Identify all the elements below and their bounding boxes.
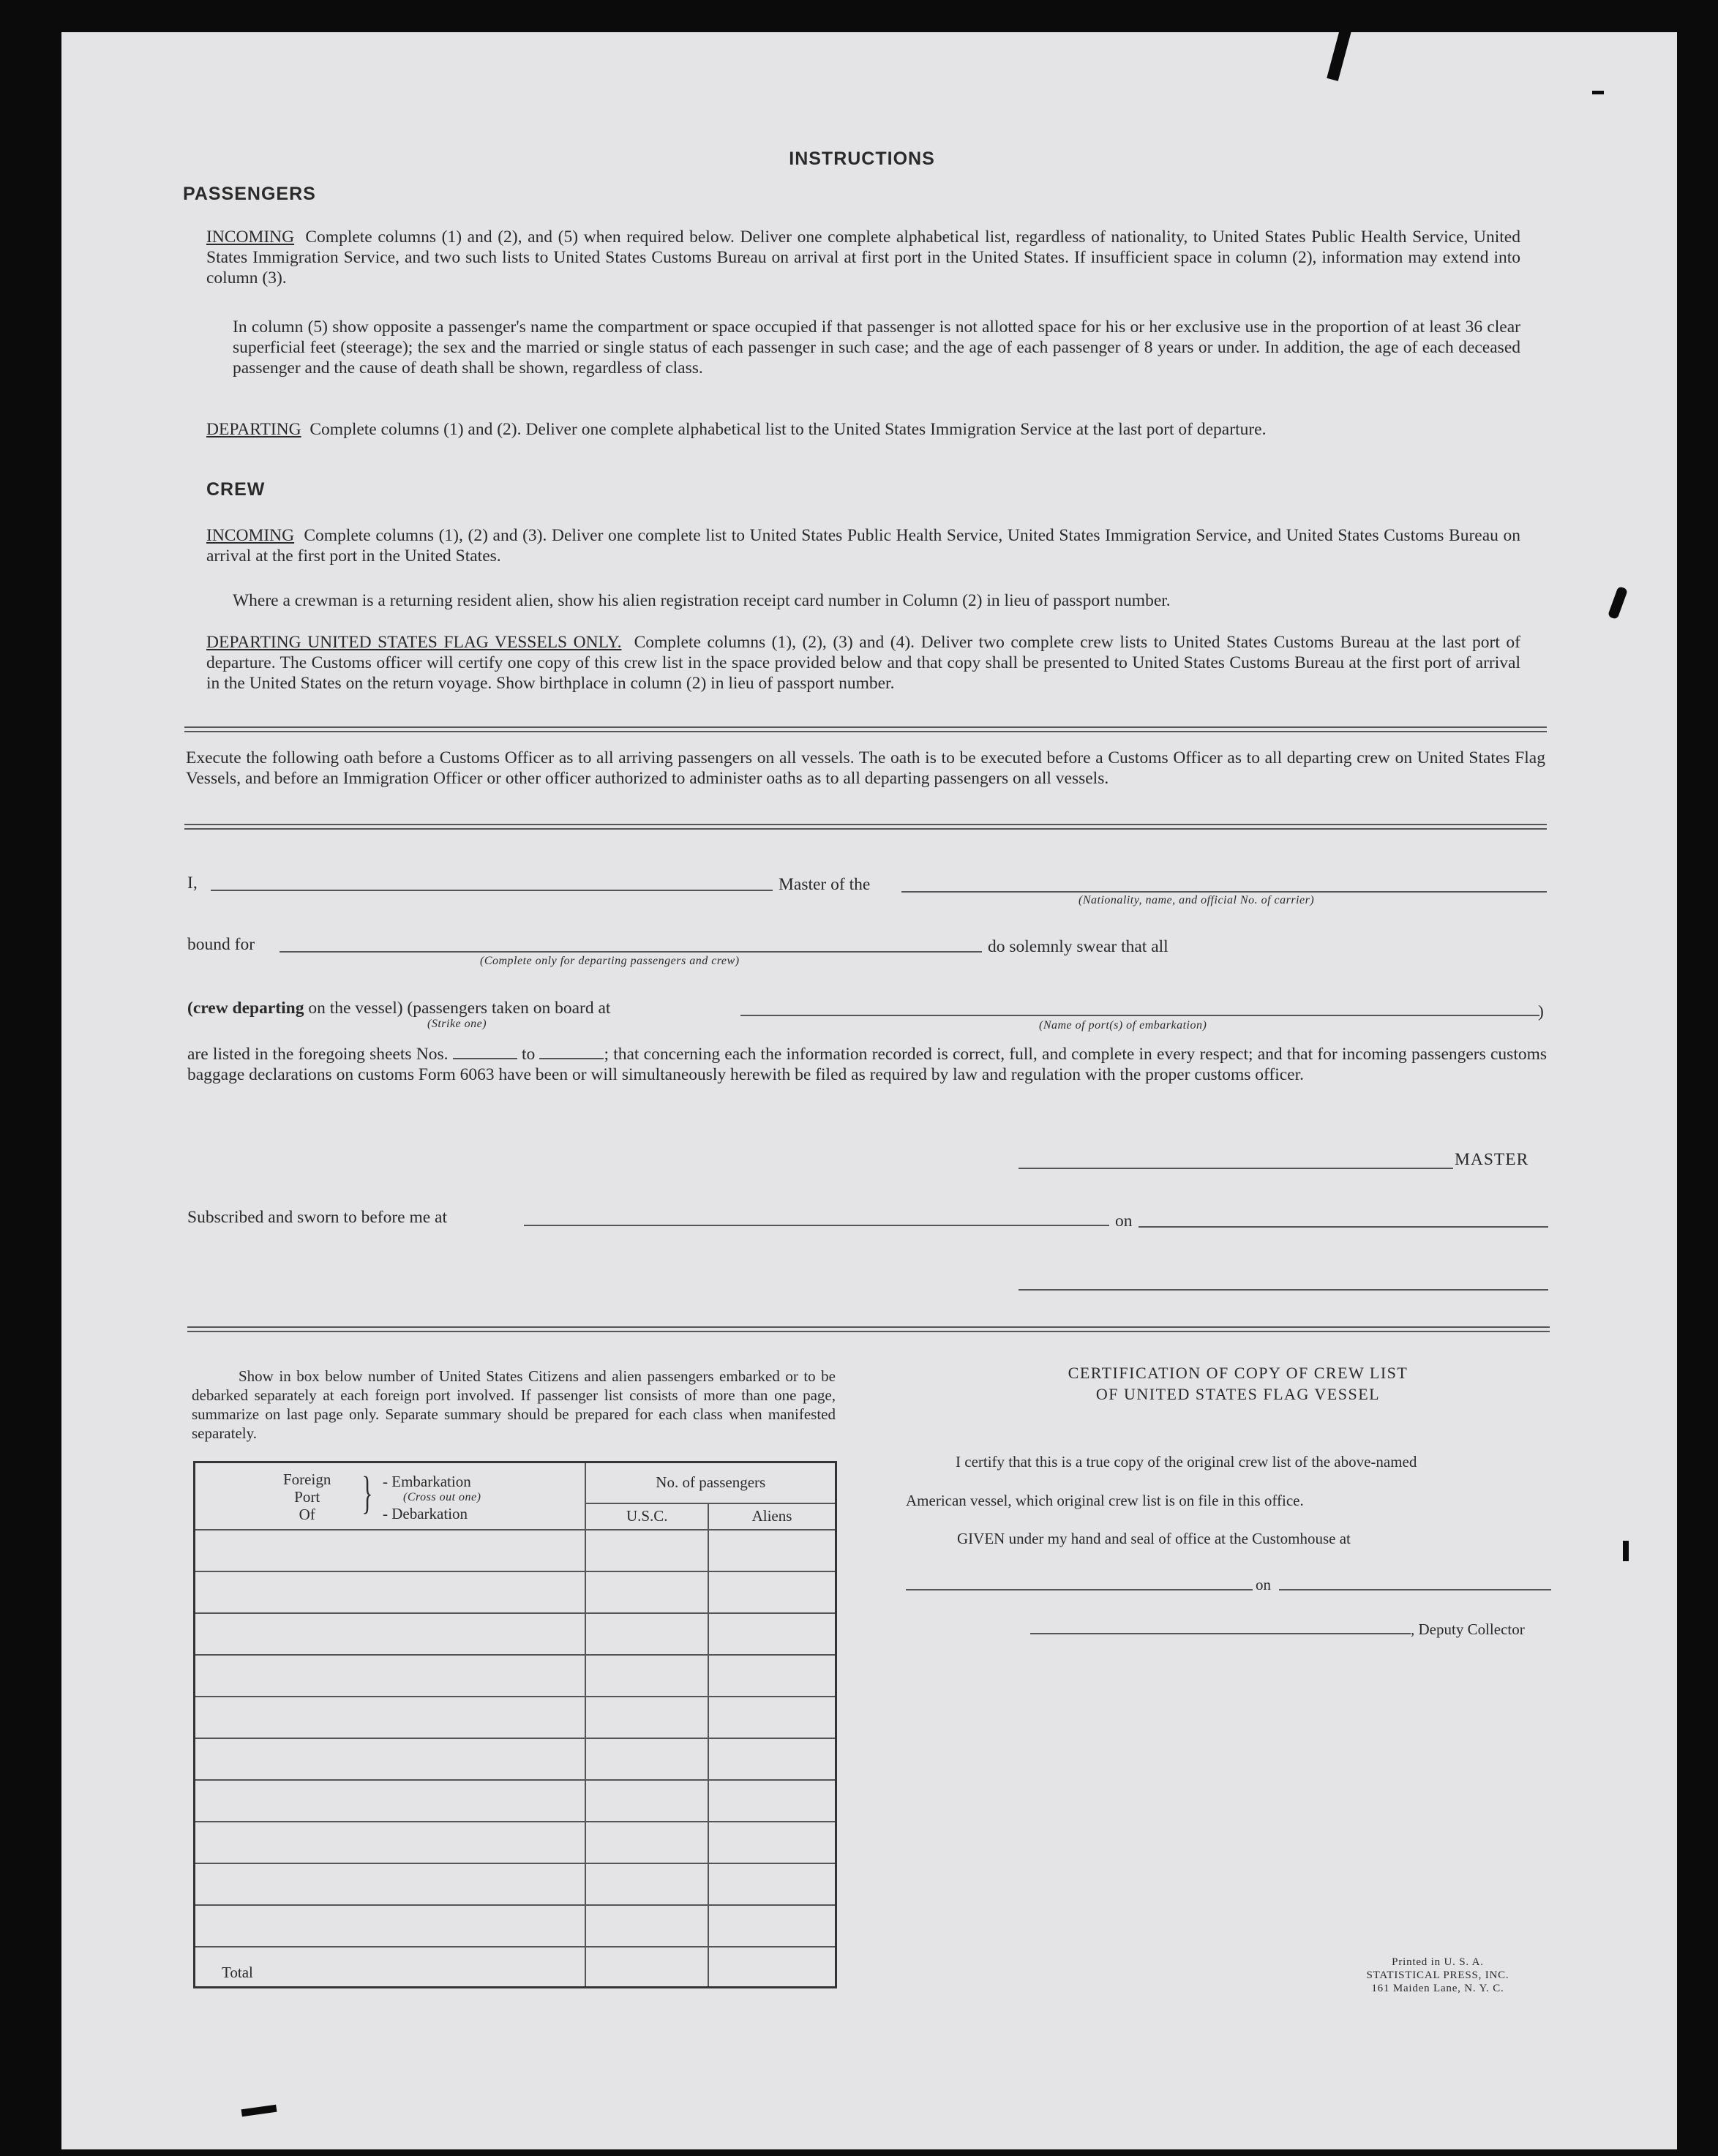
- carrier-caption: (Nationality, name, and official No. of carrier): [1079, 894, 1315, 906]
- usc-cell[interactable]: [585, 1738, 708, 1780]
- aliens-cell[interactable]: [708, 1780, 836, 1822]
- certification-on-label: on: [1256, 1576, 1271, 1593]
- table-row: [195, 1697, 836, 1738]
- usc-cell[interactable]: [585, 1780, 708, 1822]
- crew-incoming-paragraph: [206, 525, 1520, 566]
- usc-cell[interactable]: [585, 1655, 708, 1697]
- table-row: [195, 1822, 836, 1863]
- passengers-incoming-text: Complete columns (1) and (2), and (5) when required below. Deliver one complete alphabetical list, regardless of nationality, to United States Public Health Service, United States Immigration Service, and two such lists to United States Customs Bureau on arrival at first port in the United States. If insufficient space in column (2), information may extend into column (3).: [206, 228, 1520, 288]
- port-cell[interactable]: [195, 1822, 586, 1863]
- port-cell[interactable]: [195, 1780, 586, 1822]
- bound-for-label: bound for: [187, 935, 255, 954]
- total-row: [195, 1947, 836, 1988]
- usc-total-cell[interactable]: [585, 1947, 708, 1988]
- table-row: [195, 1571, 836, 1613]
- bound-for-field[interactable]: [280, 951, 982, 953]
- officer-signature-field[interactable]: [1019, 1289, 1548, 1291]
- crew-departing-label: DEPARTING UNITED STATES FLAG VESSELS ONLY.: [206, 633, 622, 652]
- aliens-cell[interactable]: [708, 1655, 836, 1697]
- aliens-cell[interactable]: [708, 1571, 836, 1613]
- aliens-total-cell[interactable]: [708, 1947, 836, 1988]
- usc-cell[interactable]: [585, 1571, 708, 1613]
- carrier-field[interactable]: [901, 891, 1547, 893]
- summary-instructions: Show in box below number of United States Citizens and alien passengers embarked or to be debarked separately at each foreign port involved. If passenger list consists of more than one page, summarize on last page only. Separate summary should be prepared for each class when manifested separately.: [192, 1367, 836, 1442]
- subscribed-date-field[interactable]: [1139, 1226, 1548, 1228]
- aliens-cell[interactable]: [708, 1530, 836, 1571]
- page-title: INSTRUCTIONS: [789, 149, 935, 169]
- crew-departing-text: Complete columns (1), (2), (3) and (4). Deliver two complete crew lists to United States Customs Bureau at the last port of departure. The Customs officer will certify one copy of this crew list in the space provided below and that copy shall be presented to United States Customs Bureau at the first port of arrival in the United States on the return voyage. Show birthplace in column (2) in lieu of passport number.: [206, 633, 1520, 693]
- printer-imprint: [1311, 1956, 1564, 1995]
- of-label: Of: [299, 1506, 315, 1523]
- foreign-label: Foreign: [283, 1470, 331, 1488]
- port-cell[interactable]: [195, 1863, 586, 1905]
- subscribed-on-label: on: [1115, 1212, 1133, 1231]
- passenger-summary-table: [193, 1461, 837, 1988]
- port-cell[interactable]: [195, 1571, 586, 1613]
- aliens-cell[interactable]: [708, 1905, 836, 1947]
- customhouse-field[interactable]: [906, 1589, 1253, 1590]
- aliens-cell[interactable]: [708, 1863, 836, 1905]
- brace-icon: }: [361, 1468, 373, 1518]
- master-name-field[interactable]: [211, 890, 773, 891]
- swear-label: do solemnly swear that all: [988, 937, 1169, 956]
- listed-text: are listed in the foregoing sheets Nos.: [187, 1045, 449, 1064]
- to-label: to: [521, 1045, 536, 1064]
- usc-header: U.S.C.: [585, 1503, 708, 1530]
- subscribed-label: Subscribed and sworn to before me at: [187, 1208, 448, 1227]
- ink-blot: [1592, 91, 1604, 94]
- table-row: [195, 1613, 836, 1655]
- divider: [184, 726, 1547, 732]
- close-paren: ): [1538, 1002, 1544, 1021]
- total-label: [195, 1947, 586, 1988]
- debarkation-label: - Debarkation: [383, 1505, 468, 1522]
- certify-line2: American vessel, which original crew list is on file in this office.: [906, 1492, 1304, 1509]
- usc-cell[interactable]: [585, 1613, 708, 1655]
- passengers-incoming-label: INCOMING: [206, 228, 295, 247]
- aliens-cell[interactable]: [708, 1613, 836, 1655]
- table-row: [195, 1655, 836, 1697]
- passengers-departing-paragraph: [206, 419, 1520, 440]
- listed-rest: ; that concerning each the information recorded is correct, full, and complete in every respect; and that for incoming passengers customs baggage declarations on customs Form 6063 have been or will simultaneously herewith be filed as required by law and regulation with the proper customs officer.: [187, 1045, 1548, 1084]
- aliens-cell[interactable]: [708, 1822, 836, 1863]
- master-label: MASTER: [1455, 1150, 1529, 1169]
- given-line: GIVEN under my hand and seal of office at the Customhouse at: [957, 1530, 1351, 1547]
- passengers-incoming-paragraph: [206, 227, 1520, 288]
- port-cell[interactable]: [195, 1697, 586, 1738]
- ink-blot: [1623, 1541, 1629, 1561]
- imprint-line2: STATISTICAL PRESS, INC.: [1366, 1969, 1509, 1981]
- passengers-departing-label: DEPARTING: [206, 420, 301, 439]
- embarkation-label: - Embarkation: [383, 1473, 471, 1490]
- bound-for-caption: (Complete only for departing passengers and crew): [480, 955, 740, 967]
- certification-date-field[interactable]: [1279, 1589, 1551, 1590]
- crew-heading: CREW: [206, 479, 266, 500]
- table-row: [195, 1863, 836, 1905]
- usc-cell[interactable]: [585, 1905, 708, 1947]
- usc-cell[interactable]: [585, 1530, 708, 1571]
- crew-departing-paragraph: [206, 632, 1520, 694]
- passengers-heading: PASSENGERS: [183, 184, 316, 204]
- port-cell[interactable]: [195, 1655, 586, 1697]
- table-row: [195, 1530, 836, 1571]
- aliens-header: Aliens: [708, 1503, 836, 1530]
- port-cell[interactable]: [195, 1613, 586, 1655]
- certification-title: [960, 1362, 1516, 1405]
- sheet-to-field[interactable]: [539, 1043, 604, 1059]
- embarkation-ports-field[interactable]: [740, 1015, 1539, 1016]
- crew-departing-bold: (crew departing: [187, 999, 304, 1018]
- usc-cell[interactable]: [585, 1822, 708, 1863]
- certification-title-line1: CERTIFICATION OF COPY OF CREW LIST: [1068, 1364, 1408, 1382]
- ports-caption: (Name of port(s) of embarkation): [1039, 1019, 1207, 1032]
- oath-i-label: I,: [187, 874, 198, 893]
- master-signature-field[interactable]: [1019, 1168, 1453, 1169]
- strike-caption: (Strike one): [427, 1018, 487, 1030]
- foreign-port-header: [195, 1462, 586, 1530]
- deputy-collector-signature-field[interactable]: [1030, 1633, 1411, 1634]
- no-of-passengers-header: No. of passengers: [585, 1462, 836, 1503]
- table-row: [195, 1780, 836, 1822]
- crew-incoming-label: INCOMING: [206, 526, 295, 545]
- oath-sheets-paragraph: [187, 1043, 1547, 1085]
- crew-departing-rest: on the vessel) (passengers taken on board at: [308, 999, 611, 1018]
- table-row: [195, 1738, 836, 1780]
- usc-cell[interactable]: [585, 1697, 708, 1738]
- crew-departing-line: [187, 998, 610, 1018]
- port-cell[interactable]: [195, 1530, 586, 1571]
- total-label-text: Total: [222, 1964, 253, 1981]
- crew-resident-paragraph: Where a crewman is a returning resident alien, show his alien registration receipt card number in Column (2) in lieu of passport number.: [233, 591, 1171, 610]
- cross-out-caption: (Cross out one): [403, 1491, 481, 1503]
- master-of-label: Master of the: [779, 875, 871, 894]
- aliens-cell[interactable]: [708, 1697, 836, 1738]
- usc-cell[interactable]: [585, 1863, 708, 1905]
- port-cell[interactable]: [195, 1738, 586, 1780]
- sheet-from-field[interactable]: [453, 1043, 517, 1059]
- deputy-collector-label: , Deputy Collector: [1411, 1620, 1525, 1638]
- passengers-column5-paragraph: In column (5) show opposite a passenger's name the compartment or space occupied if that passenger is not allotted space for his or her exclusive use in the proportion of at least 36 clear superficial feet (steerage); the sex and the married or single status of each passenger in such case; and the age of each passenger of 8 years or under. In addition, the age of each deceased passenger and the cause of death shall be shown, regardless of class.: [233, 318, 1520, 378]
- imprint-line3: 161 Maiden Lane, N. Y. C.: [1371, 1983, 1504, 1994]
- oath-intro: Execute the following oath before a Customs Officer as to all arriving passengers on all vessels. The oath is to be executed before a Customs Officer as to all departing crew on United States Flag Vessels, and before an Immigration Officer or other officer authorized to administer oaths as to all departing passengers on all vessels.: [186, 748, 1545, 788]
- divider: [187, 1326, 1550, 1332]
- imprint-line1: Printed in U. S. A.: [1392, 1956, 1484, 1968]
- port-cell[interactable]: [195, 1905, 586, 1947]
- certify-line1: I certify that this is a true copy of the original crew list of the above-named: [956, 1453, 1417, 1470]
- certification-title-line2: OF UNITED STATES FLAG VESSEL: [1095, 1385, 1381, 1403]
- port-label: Port: [294, 1488, 320, 1506]
- aliens-cell[interactable]: [708, 1738, 836, 1780]
- passengers-departing-text: Complete columns (1) and (2). Deliver one complete alphabetical list to the United States Immigration Service at the last port of departure.: [310, 420, 1267, 439]
- table-row: [195, 1905, 836, 1947]
- subscribed-place-field[interactable]: [524, 1225, 1109, 1226]
- crew-incoming-text: Complete columns (1), (2) and (3). Deliver one complete list to United States Public Health Service, United States Immigration Service, and United States Customs Bureau on arrival at the first port in the United States.: [206, 526, 1520, 566]
- divider: [184, 824, 1547, 830]
